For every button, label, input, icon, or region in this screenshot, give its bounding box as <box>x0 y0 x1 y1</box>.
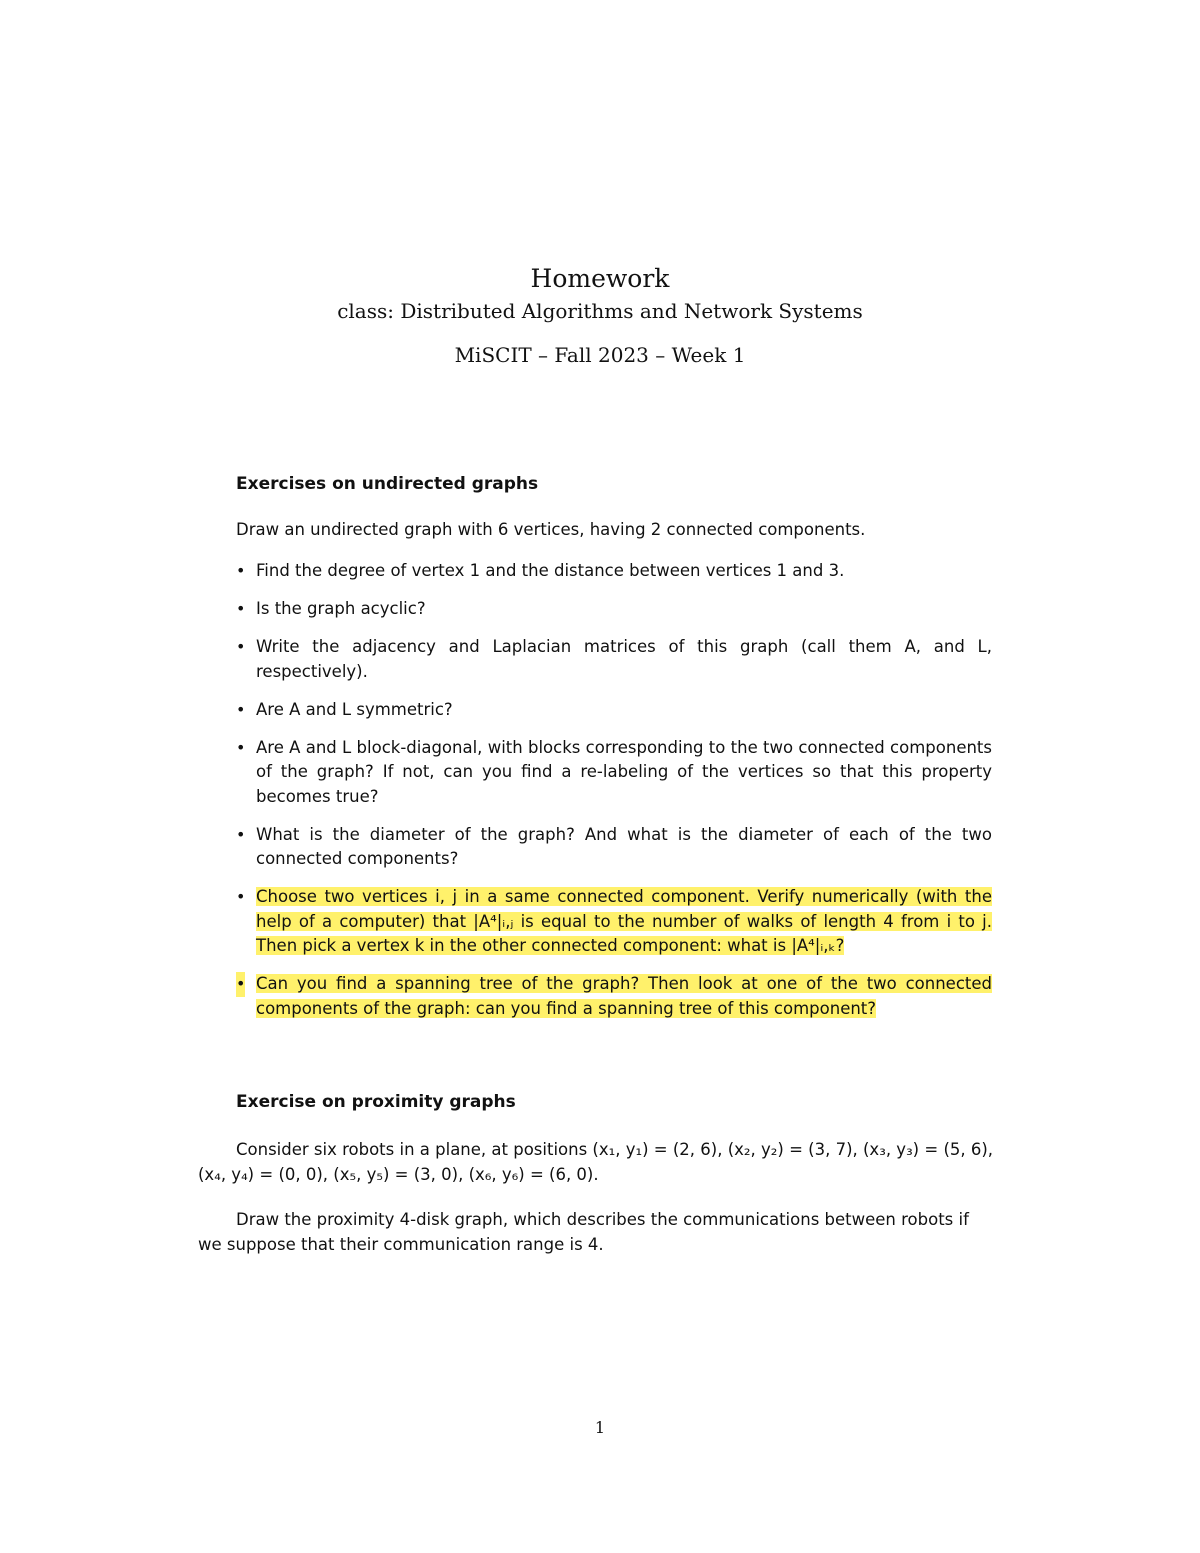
list-item: • Are A and L block-diagonal, with blocks corresponding to the two connected components of the graph? If not, can you find a re-labeling of the vertices so that this property becomes true? <box>236 737 992 806</box>
section2-para1 <box>198 1138 994 1187</box>
bullet-icon: • <box>236 637 246 656</box>
bullet-icon: • <box>236 824 246 844</box>
list-item-highlighted <box>236 885 992 959</box>
section-heading: Exercise on proximity graphs <box>236 1092 516 1112</box>
bullet-icon: • <box>236 737 246 757</box>
section2-para2 <box>198 1208 994 1257</box>
title-block <box>0 262 1200 370</box>
document-subtitle: class: Distributed Algorithms and Network Systems <box>337 299 863 323</box>
document-week-line: MiSCIT – Fall 2023 – Week 1 <box>454 343 746 367</box>
page-number: 1 <box>594 1418 606 1437</box>
section1-intro <box>236 518 992 543</box>
bullet-icon: • <box>236 972 245 997</box>
bullet-icon: • <box>236 699 246 719</box>
bullet-icon: • <box>236 887 246 906</box>
list-item: • Find the degree of vertex 1 and the distance between vertices 1 and 3. <box>236 559 992 584</box>
list-item: • Are A and L symmetric? <box>236 698 992 723</box>
intro-paragraph: Draw an undirected graph with 6 vertices, having 2 connected components. <box>236 520 866 539</box>
bullet-icon: • <box>236 561 246 580</box>
highlighted-text: Can you find a spanning tree of the graph? Then look at one of the two connected components of the graph: can you find a spanning tree of this component? <box>256 974 992 1018</box>
list-item: • Write the adjacency and Laplacian matrices of this graph (call them A, and L, respectively). <box>236 637 992 681</box>
document-title: Homework <box>530 264 670 293</box>
list-item-highlighted <box>236 972 992 1021</box>
section-heading: Exercises on undirected graphs <box>236 474 539 494</box>
list-item: • Is the graph acyclic? <box>236 597 992 622</box>
bullet-icon: • <box>236 599 246 618</box>
bullet-list <box>236 559 992 1021</box>
section-undirected-graphs <box>236 472 992 497</box>
section1-bullets <box>236 559 992 1035</box>
list-item: • What is the diameter of the graph? And what is the diameter of each of the two connected components? <box>236 824 992 868</box>
proximity-graph-paragraph: Draw the proximity 4-disk graph, which describes the communications between robots if we suppose that their communication range is 4. <box>198 1210 969 1254</box>
section-proximity-graphs <box>236 1090 992 1115</box>
robots-positions-paragraph: Consider six robots in a plane, at positions (x₁, y₁) = (2, 6), (x₂, y₂) = (3, 7), (x₃, y₃) = (5, 6), (x₄, y₄) = (0, 0), (x₅, y₅) = (3, 0), (x₆, y₆) = (6, 0). <box>198 1140 994 1184</box>
highlighted-text: Choose two vertices i, j in a same connected component. Verify numerically (with the help of a computer) that |A⁴|ᵢ,ⱼ is equal to the number of walks of length 4 from i to j. Then pick a vertex k in the other connected component: what is |A⁴|ᵢ,ₖ? <box>256 887 992 955</box>
